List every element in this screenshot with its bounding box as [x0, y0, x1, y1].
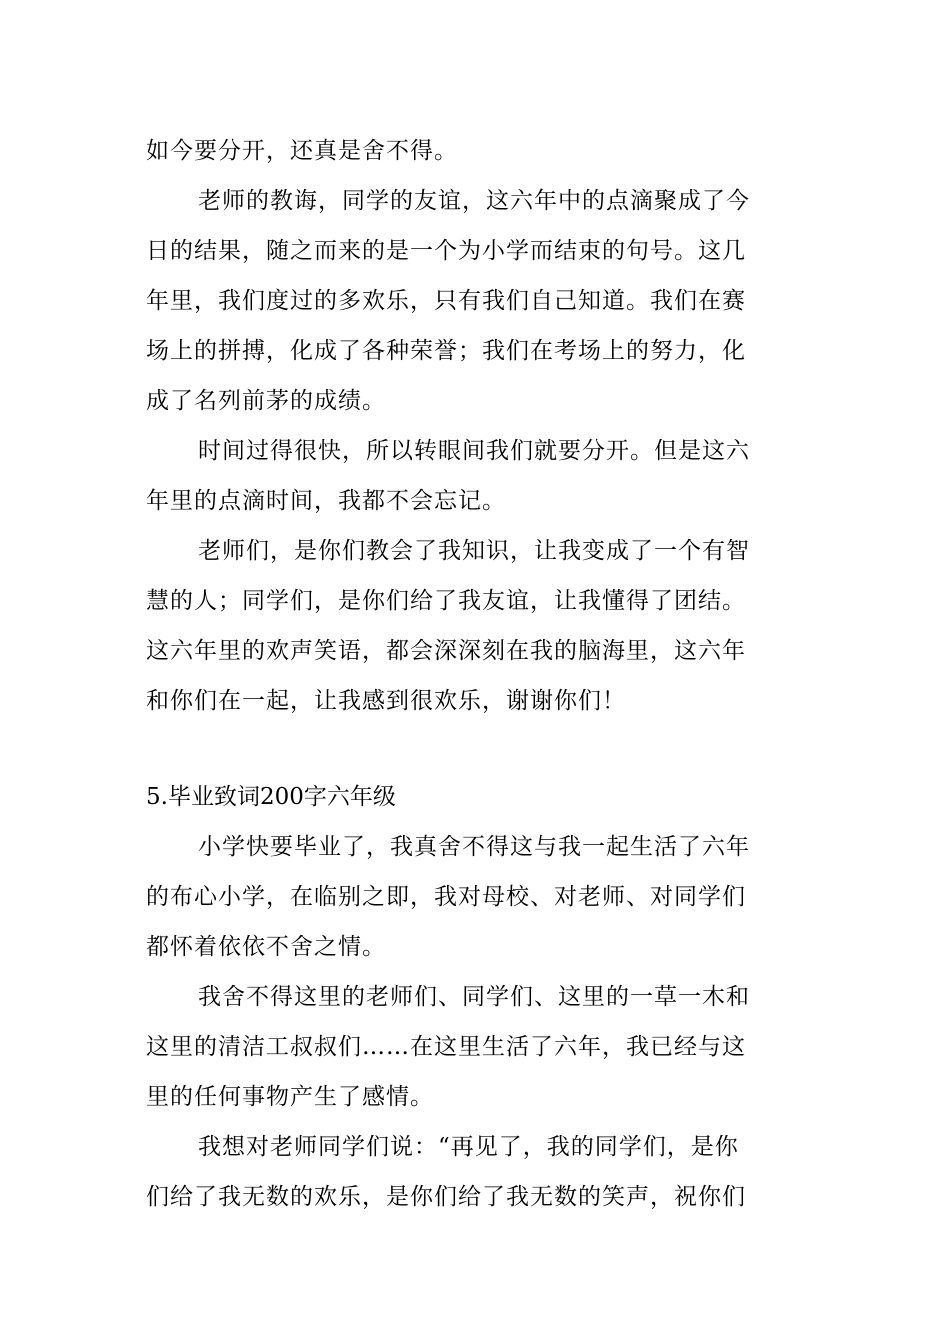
- text-line: 如今要分开，还真是舍不得。: [146, 138, 458, 164]
- text-line: 慧的人；同学们，是你们给了我友谊，让我懂得了团结。: [146, 588, 746, 614]
- text-line: 都怀着依依不舍之情。: [146, 934, 386, 960]
- text-line: 场上的拼搏，化成了各种荣誉；我们在考场上的努力，化: [146, 338, 746, 364]
- text-block-1: [146, 126, 806, 726]
- text-line: 年里的点滴时间，我都不会忘记。: [146, 488, 506, 514]
- text-line: 时间过得很快，所以转眼间我们就要分开。但是这六: [198, 438, 750, 464]
- text-line: 的布心小学，在临别之即，我对母校、对老师、对同学们: [146, 884, 746, 910]
- text-line: 们给了我无数的欢乐，是你们给了我无数的笑声，祝你们: [146, 1184, 746, 1210]
- text-line: 小学快要毕业了，我真舍不得这与我一起生活了六年: [198, 834, 750, 860]
- text-block-2: [146, 822, 806, 1222]
- section-heading: 5.毕业致词200字六年级: [146, 784, 396, 810]
- text-line: 日的结果，随之而来的是一个为小学而结束的句号。这几: [146, 238, 746, 264]
- text-line: 我舍不得这里的老师们、同学们、这里的一草一木和: [198, 984, 750, 1010]
- text-line: 和你们在一起，让我感到很欢乐，谢谢你们！: [146, 688, 626, 714]
- text-line: 我想对老师同学们说：“再见了，我的同学们，是你: [198, 1134, 739, 1160]
- text-line: 老师们，是你们教会了我知识，让我变成了一个有智: [198, 538, 750, 564]
- text-line: 成了名列前茅的成绩。: [146, 388, 386, 414]
- text-line: 年里，我们度过的多欢乐，只有我们自己知道。我们在赛: [146, 288, 746, 314]
- text-line: 里的任何事物产生了感情。: [146, 1084, 434, 1110]
- text-line: 这六年里的欢声笑语，都会深深刻在我的脑海里，这六年: [146, 638, 746, 664]
- text-line: 老师的教诲，同学的友谊，这六年中的点滴聚成了今: [198, 188, 750, 214]
- text-line: 这里的清洁工叔叔们……在这里生活了六年，我已经与这: [146, 1034, 746, 1060]
